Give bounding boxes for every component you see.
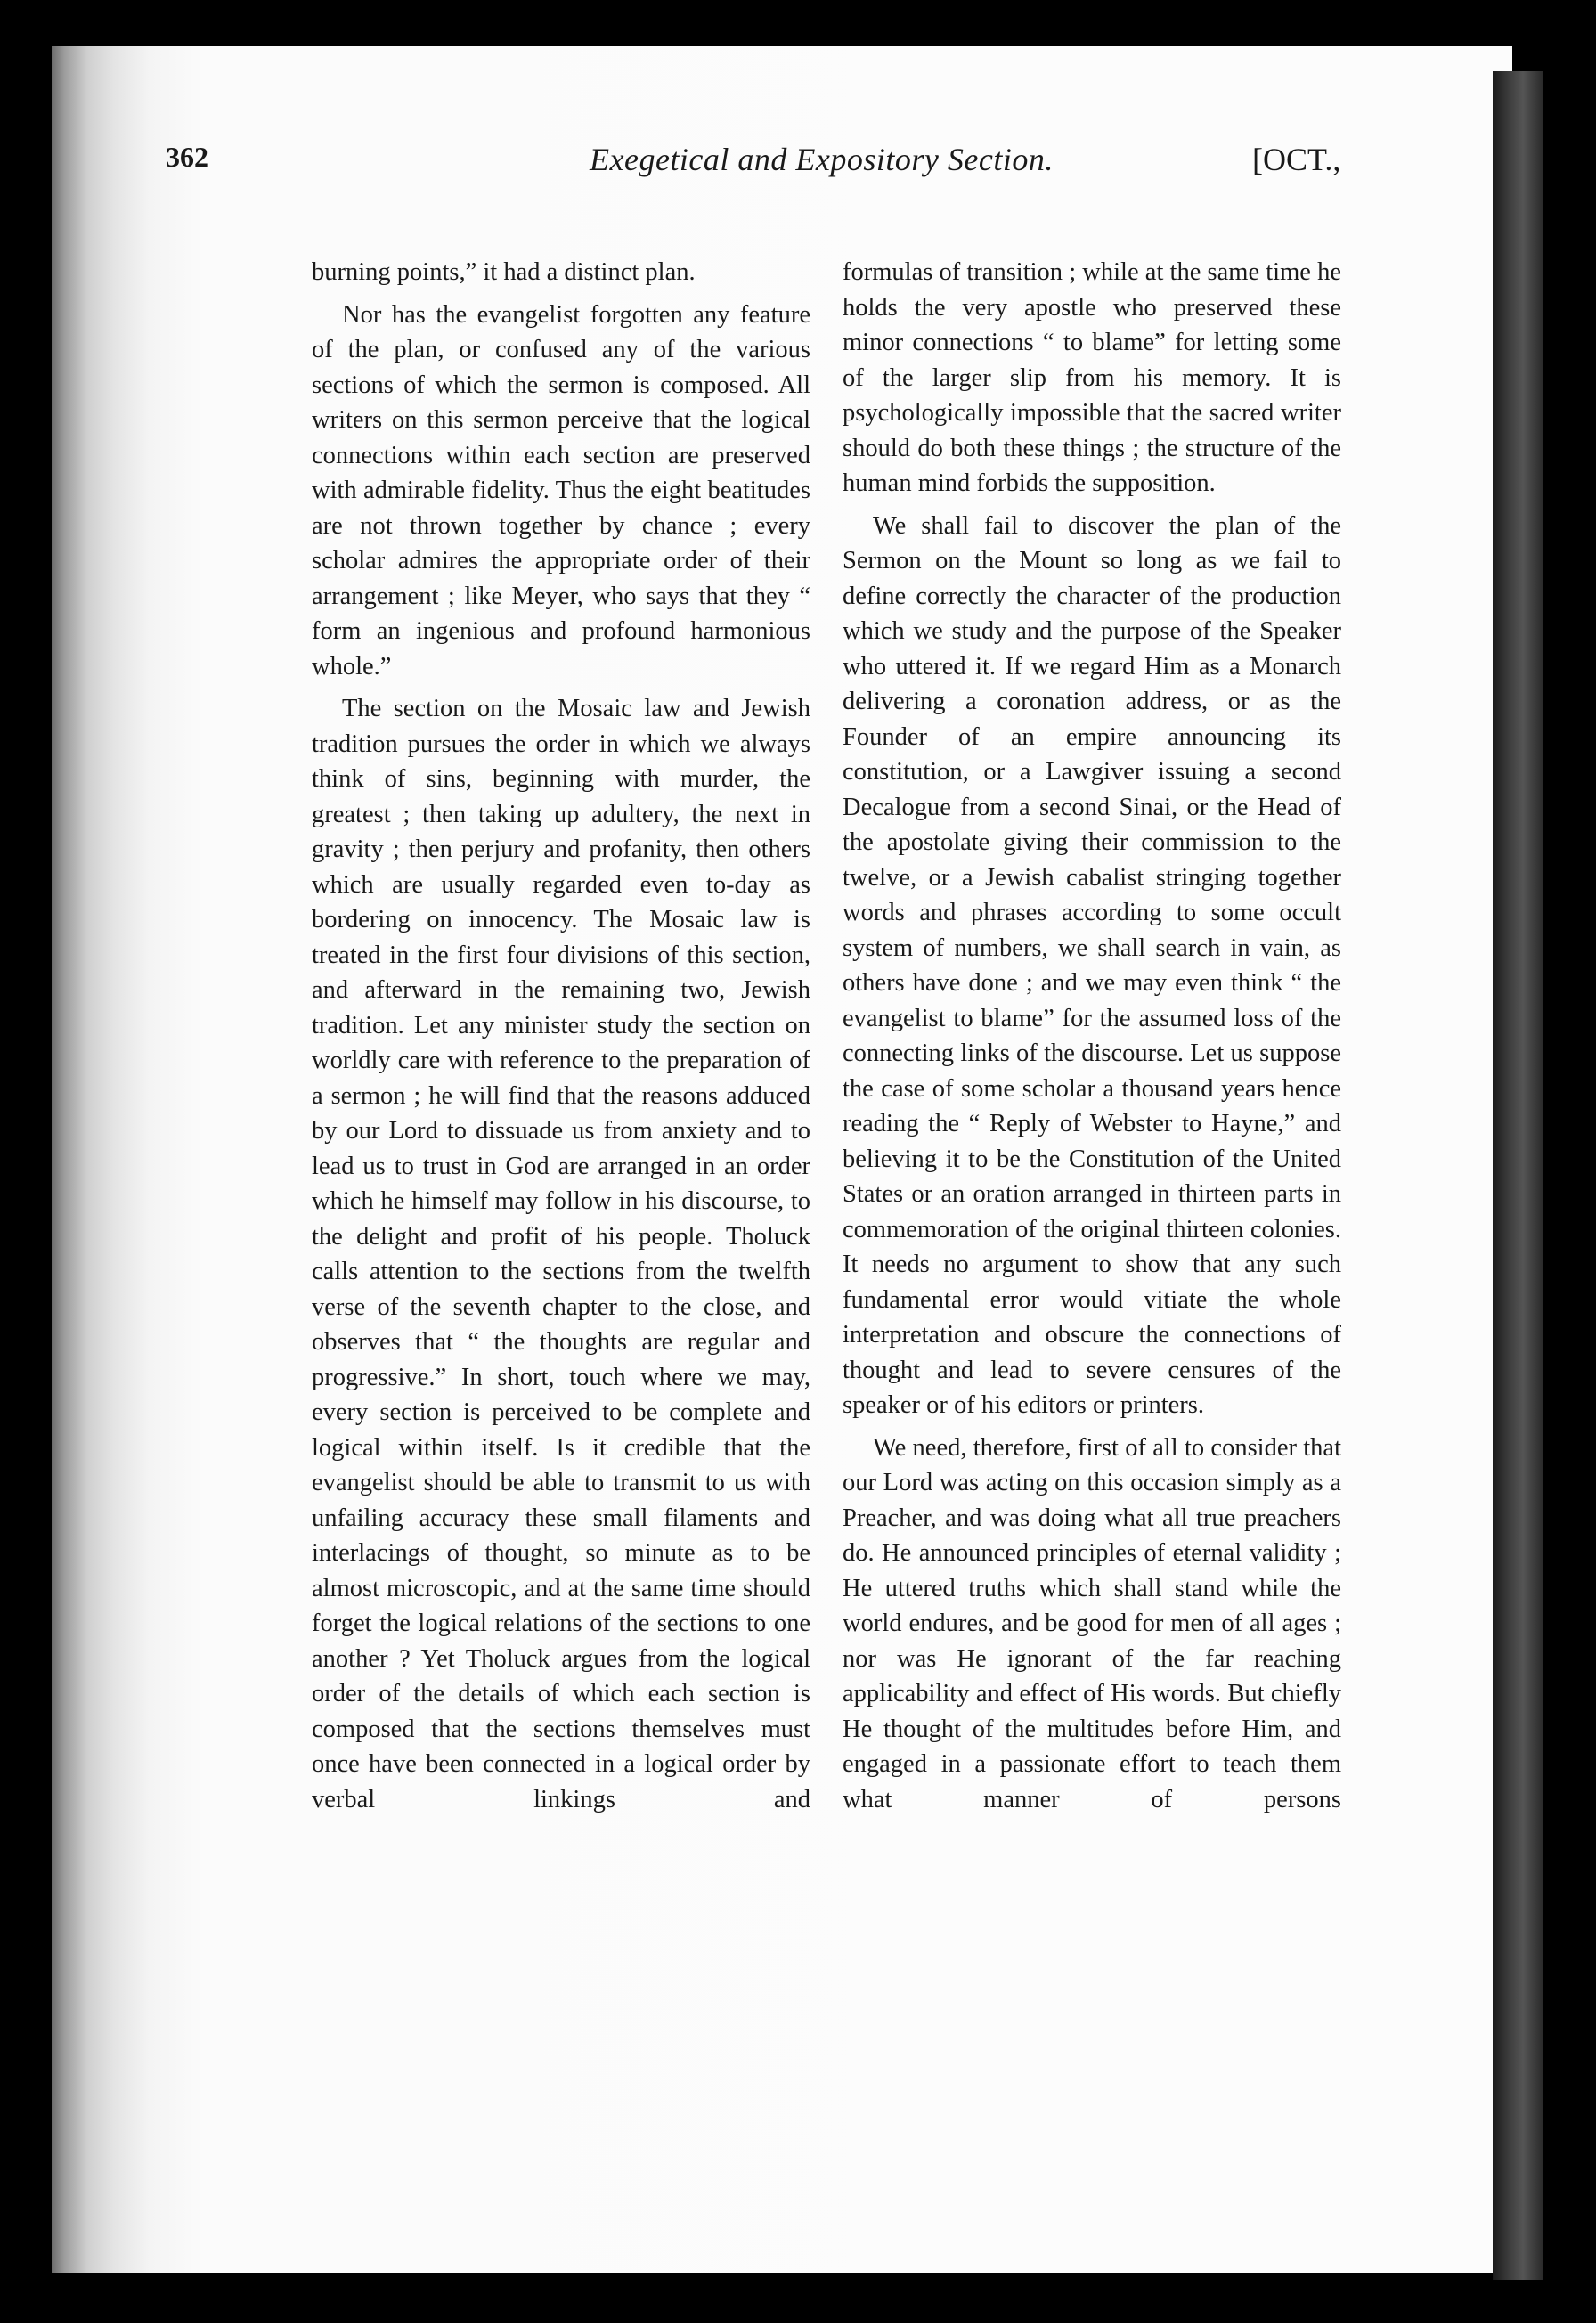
paragraph: burning points,” it had a distinct plan. — [312, 258, 696, 286]
right-column — [843, 255, 1341, 1817]
book-right-edge — [1493, 71, 1543, 2280]
paragraph: formulas of transition ; while at the same time he holds the very apostle who preserved these minor connections “ to blame” for letting some of the larger slip from his memory. It is psychologically impossible that the sacred writer should do both these things ; the structure of the human mind forbids the supposition. — [843, 258, 1341, 497]
paragraph: We need, therefore, first of all to consider that our Lord was acting on this occasion simply as a Preacher, and was doing what all true preachers do. He announced principles of eternal validity ; He uttered truths which shall stand while the world endures, and be good for men of all ages ; nor was He ignorant of the far reaching applicability and effect of His words. But chiefly He thought of the multitudes before Him, and engaged in a passionate effort to teach them what manner of persons — [843, 1433, 1341, 1814]
left-column — [312, 255, 810, 1817]
running-title: Exegetical and Expository Section. — [590, 142, 1054, 177]
paragraph: We shall fail to discover the plan of the Sermon on the Mount so long as we fail to define correctly the character of the production which we study and the purpose of the Speaker who uttered it. If we regard Him as a Monarch delivering a coronation address, or as the Founder of an empire announcing its constitution, or a Lawgiver issuing a second Decalogue from a second Sinai, or the Head of the apostolate giving their commission to the twelve, or a Jewish cabalist stringing together words and phrases according to some occult system of numbers, we shall search in vain, as others have done ; and we may even think “ the evangelist to blame” for the assumed loss of the connecting links of the discourse. Let us suppose the case of some scholar a thousand years hence reading the “ Reply of Webster to Hayne,” and believing it to be the Constitution of the United States or an oration arranged in thirteen parts in commemoration of the original thirteen colonies. It needs no argument to show that any such fundamental error would vitiate the whole interpretation and obscure the connections of thought and lead to severe censures of the speaker or of his editors or printers. — [843, 511, 1341, 1419]
paragraph: The section on the Mosaic law and Jewish tradition pursues the order in which we always think of sins, beginning with murder, the greatest ; then taking up adultery, the next in gravity ; then perjury and profanity, then others which are usually regarded even to-day as bordering on innocency. The Mosaic law is treated in the first four divisions of this section, and afterward in the remaining two, Jewish tradition. Let any minister study the section on worldly care with reference to the preparation of a sermon ; he will find that the reasons adduced by our Lord to dissuade us from anxiety and to lead us to trust in God are arranged in an order which he himself may follow in his discourse, to the delight and profit of his people. Tholuck calls attention to the sections from the twelfth verse of the seventh chapter to the close, and observes that “ the thoughts are regular and progressive.” In short, touch where we may, every section is perceived to be complete and logical within itself. Is it credible that the evangelist should be able to transmit to us with unfailing accuracy these small filaments and interlacings of thought, so minute as to be almost microscopic, and at the same time should forget the logical relations of the sections to one another ? Yet Tholuck argues from the logical order of the details of which each section is composed that the sections themselves must once have been connected in a logical order by verbal linkings and — [312, 695, 810, 1814]
paragraph: Nor has the evangelist forgotten any feature of the plan, or confused any of the various sections of which the sermon is composed. All writers on this sermon perceive that the logical connections within each section are preserved with admirable fidelity. Thus the eight beatitudes are not thrown together by chance ; every scholar admires the appropriate order of their arrangement ; like Meyer, who says that they “ form an ingenious and profound harmonious whole.” — [312, 300, 810, 681]
page-number: 362 — [166, 141, 208, 173]
running-date: [OCT., — [1252, 142, 1341, 177]
